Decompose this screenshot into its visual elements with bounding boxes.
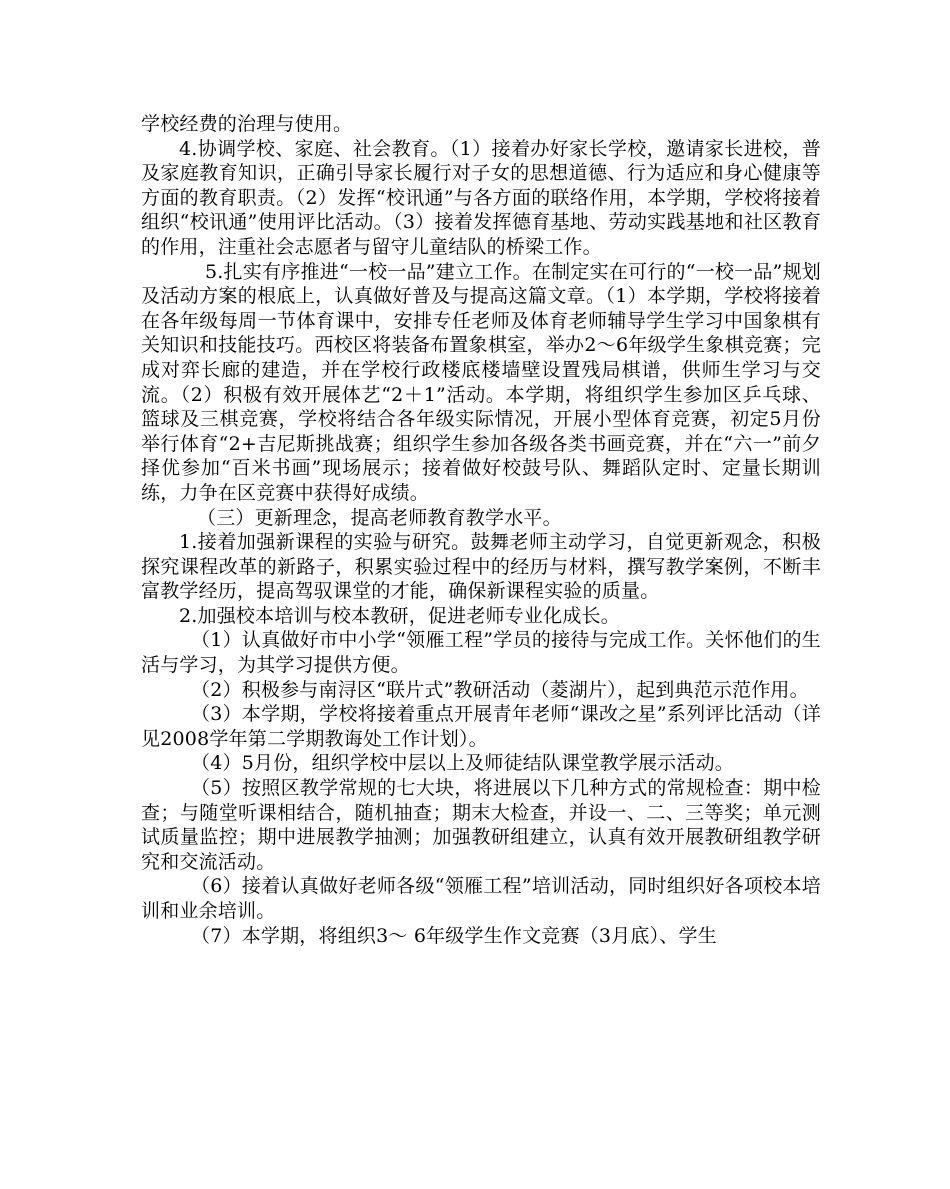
section-heading-3: （三）更新理念，提高老师教育教学水平。 — [197, 506, 562, 529]
list-item-3: （3）本学期，学校将接着重点开展青年老师“课改之星”系列评比活动（详见2008学年第二学期教诲处工作计划）。 — [141, 703, 821, 750]
document-body — [141, 112, 821, 948]
list-item-4: （4）5月份，组织学校中层以上及师徒结队课堂教学展示活动。 — [191, 752, 734, 775]
list-item-2: （2）积极参与南浔区“联片式”教研活动（菱湖片），起到典范示范作用。 — [191, 678, 809, 701]
paragraph-item-4: 4.协调学校、家庭、社会教育。（1）接着办好家长学校，邀请家长进校，普及家庭教育知识，正确引导家长履行对子女的思想道德、行为适应和身心健康等方面的教育职责。（2）发挥“校讯通”与各方面的联络作用，本学期，学校将接着组织“校讯通”使用评比活动。（3）接着发挥德育基地、劳动实践基地和社区教育的作用，注重社会志愿者与留守儿童结队的桥梁工作。 — [141, 137, 821, 258]
paragraph-item-1: 1.接着加强新课程的实验与研究。鼓舞老师主动学习，自觉更新观念，积极探究课程改革的新路子，积累实验过程中的经历与材料，撰写教学案例，不断丰富教学经历，提高驾驭课堂的才能，确保新课程实验的质量。 — [141, 531, 821, 603]
paragraph-item-5: 5.扎实有序推进“一校一品”建立工作。在制定实在可行的“一校一品”规划及活动方案的根底上，认真做好普及与提高这篇文章。（1）本学期，学校将接着在各年级每周一节体育课中，安排专任老师及体育老师辅导学生学习中国象棋有关知识和技能技巧。西校区将装备布置象棋室，举办2～6年级学生象棋竞赛；完成对弈长廊的建造，并在学校行政楼底楼墙壁设置残局棋谱，供师生学习与交流。（2）积极有效开展体艺“2＋1”活动。本学期，将组织学生参加区乒乓球、篮球及三棋竞赛，学校将结合各年级实际情况，开展小型体育竞赛，初定5月份举行体育“2+吉尼斯挑战赛；组织学生参加各级各类书画竞赛，并在“六一”前夕择优参加“百米书画”现场展示；接着做好校鼓号队、舞蹈队定时、定量长期训练，力争在区竞赛中获得好成绩。 — [141, 260, 821, 504]
list-item-5: （5）按照区教学常规的七大块，将进展以下几种方式的常规检查：期中检查；与随堂听课相结合，随机抽查；期末大检查，并设一、二、三等奖；单元测试质量监控；期中进展教学抽测；加强教研组建立，认真有效开展教研组教学研究和交流活动。 — [141, 777, 821, 873]
list-item-7: （7）本学期，将组织3～ 6年级学生作文竞赛（3月底）、学生 — [191, 924, 717, 947]
list-item-1: （1）认真做好市中小学“领雁工程”学员的接待与完成工作。关怀他们的生活与学习，为其学习提供方便。 — [141, 629, 821, 677]
list-item-6: （6）接着认真做好老师各级“领雁工程”培训活动，同时组织好各项校本培训和业余培训。 — [141, 875, 821, 922]
paragraph-continuation: 学校经费的治理与使用。 — [141, 113, 353, 135]
paragraph-item-2: 2.加强校本培训与校本教研，促进老师专业化成长。 — [179, 604, 620, 627]
